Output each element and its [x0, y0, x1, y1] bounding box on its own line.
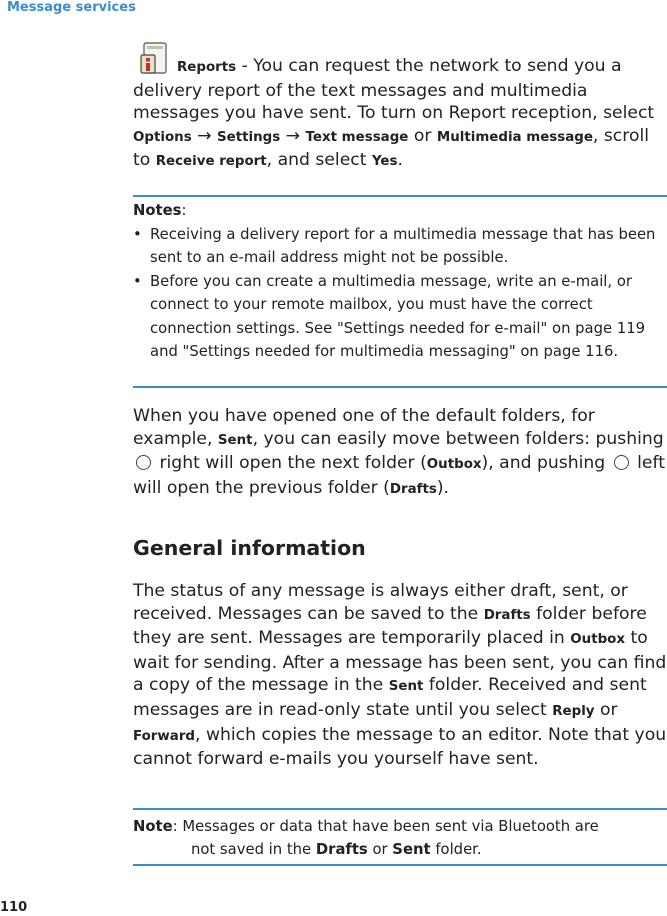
folders-text: ), and pushing	[481, 453, 611, 474]
folder-drafts: Drafts	[315, 840, 368, 858]
menu-yes: Yes	[371, 154, 398, 170]
note-label: Note	[133, 818, 173, 835]
general-text: The status of any message is always either draft, sent, or received. Messages can be saved to the	[133, 581, 628, 624]
divider	[133, 386, 667, 388]
notes-bullet-1: • Receiving a delivery report for a multimedia message that has been sent to an e-mail address might not be possible.	[133, 223, 667, 270]
reports-text: .	[397, 150, 403, 171]
reports-text: , scroll to	[133, 125, 650, 171]
reports-paragraph	[133, 55, 667, 174]
option-reply: Reply	[552, 703, 595, 719]
reports-text: - You can request the network to send you a delivery report of the text messages and multimedia messages you have sent. To turn on Report reception, select	[133, 56, 655, 124]
notes-block	[133, 199, 667, 364]
or-text: or	[594, 699, 618, 720]
nav-key-icon	[614, 455, 629, 470]
folders-paragraph	[133, 405, 667, 501]
section-heading: General information	[133, 536, 366, 560]
general-paragraph	[133, 580, 667, 771]
notes-title: Notes	[133, 202, 182, 219]
general-text: folder before they are sent. Messages are temporarily placed in	[133, 603, 647, 649]
nav-key-icon	[136, 455, 151, 470]
arrow: →	[191, 125, 217, 146]
folder-outbox: Outbox	[426, 457, 482, 473]
or-text: or	[367, 840, 393, 858]
note-text: : Messages or data that have been sent via Bluetooth are	[172, 818, 599, 835]
folders-text: When you have opened one of the default folders, for example,	[133, 406, 595, 449]
folders-text: left will open the previous folder (	[133, 453, 665, 498]
bottom-note	[133, 816, 667, 861]
divider	[133, 864, 667, 866]
general-text: , which copies the message to an editor. Note that you cannot forward e-mails you yourself have sent.	[133, 724, 667, 770]
general-text: to wait for sending. After a message has been sent, you can find a copy of the message in the	[133, 628, 667, 696]
folder-drafts: Drafts	[483, 607, 531, 623]
folders-text: ).	[436, 477, 450, 498]
menu-receive-report: Receive report	[155, 154, 267, 170]
divider	[133, 195, 667, 197]
reports-text: , and select	[266, 150, 372, 171]
menu-multimedia-message: Multimedia message	[436, 129, 593, 145]
folder-sent: Sent	[388, 679, 424, 695]
notes-colon: :	[181, 202, 187, 219]
section-title: Message services	[7, 0, 136, 15]
arrow: →	[280, 125, 306, 146]
option-forward: Forward	[133, 728, 196, 744]
folder-sent: Sent	[392, 840, 431, 858]
reports-term: Reports	[177, 60, 237, 75]
divider	[133, 808, 667, 810]
folders-text: right will open the next folder (	[154, 453, 427, 474]
note-text: folder.	[430, 840, 482, 858]
folder-outbox: Outbox	[570, 632, 626, 648]
menu-options: Options	[133, 129, 192, 145]
general-text: folder. Received and sent messages are in read-only state until you select	[133, 675, 647, 720]
menu-settings: Settings	[217, 129, 281, 145]
folder-sent: Sent	[217, 432, 253, 448]
note-text: not saved in the	[191, 840, 316, 858]
notes-bullet-2: • Before you can create a multimedia message, write an e-mail, or connect to your remote mailbox, you must have the correct connection settings. See "Settings needed for e-mail" on page 119 and "Settings needed for multimedia messaging" on page 116.	[133, 270, 667, 364]
menu-text-message: Text message	[305, 129, 409, 145]
page-number: 110	[0, 900, 28, 915]
page-header	[0, 0, 160, 20]
folder-drafts: Drafts	[389, 481, 437, 497]
or-text: or	[408, 125, 437, 146]
folders-text: , you can easily move between folders: pushing	[252, 428, 664, 449]
